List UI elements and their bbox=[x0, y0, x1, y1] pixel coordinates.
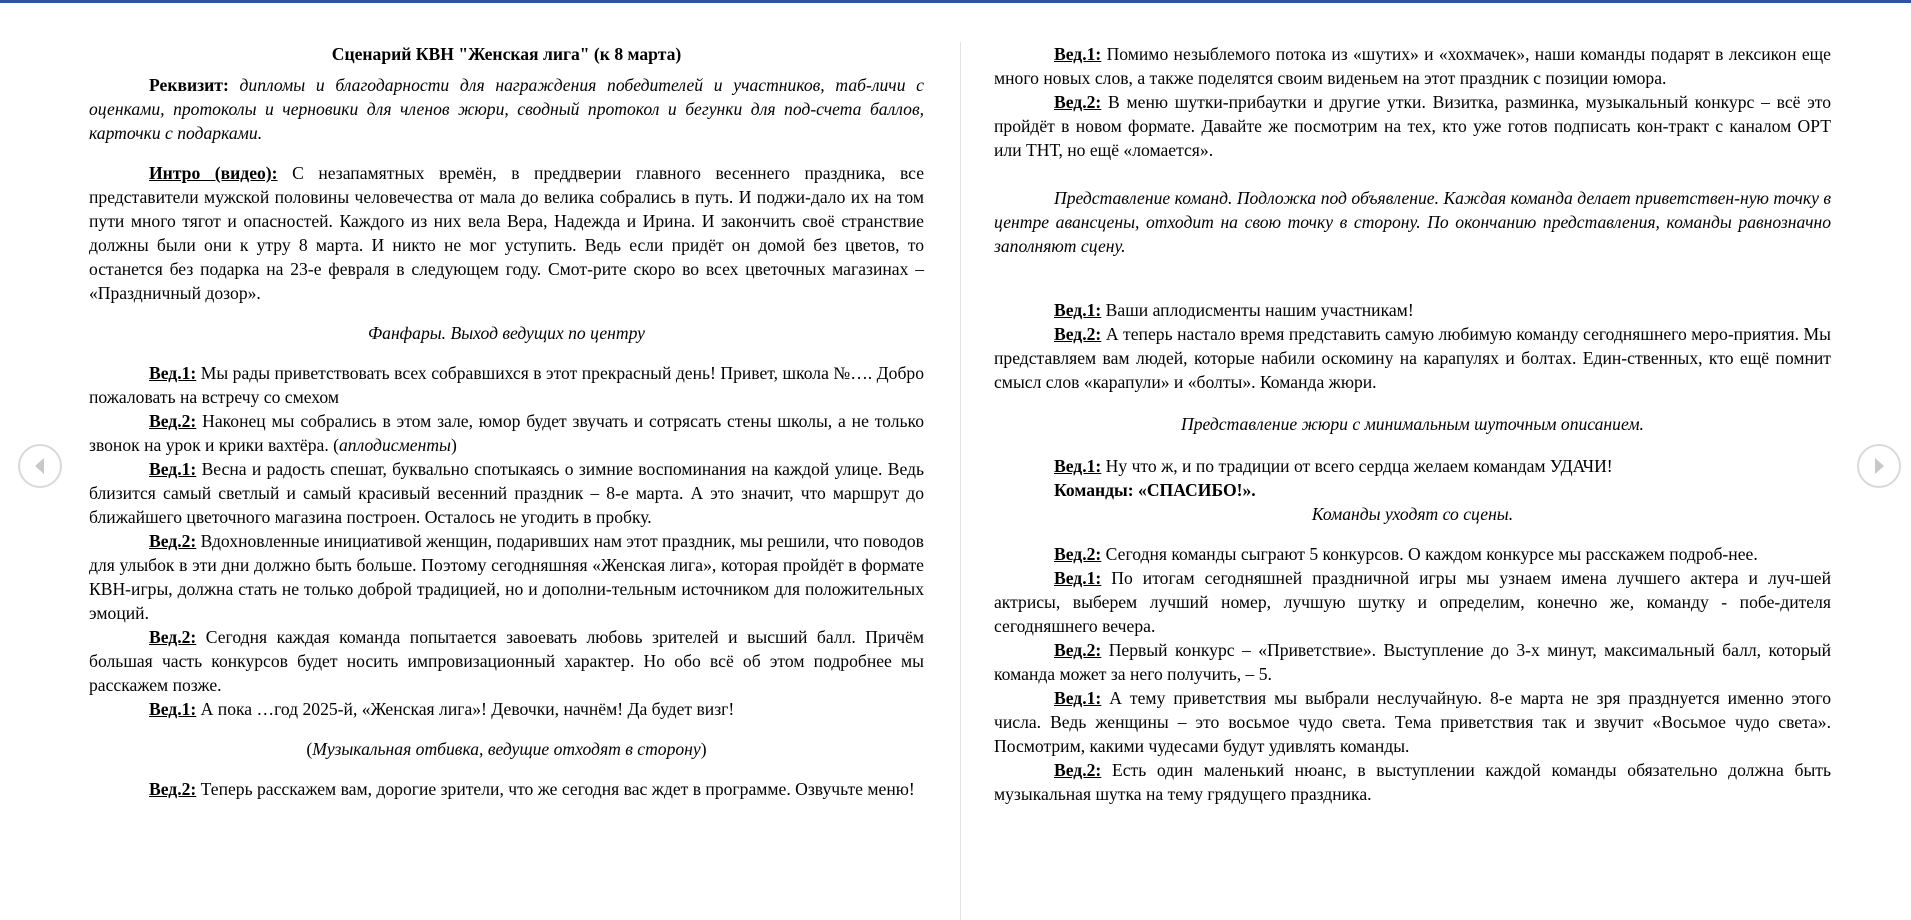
stage-direction-exit: Команды уходят со сцены. bbox=[1311, 504, 1514, 524]
dialogue-text: Вдохновленные инициативой женщин, подаривших нам этот праздник, мы решили, что поводов для улыбок в эти дни должно быть больше. Поэтому сегодняшняя «Женская лига», которая пройдёт в формате КВН-игры, должна стать не только доброй традицией, но и дополни-тельным источником для положительных эмоций. bbox=[89, 531, 924, 623]
dialogue-line bbox=[994, 566, 1831, 638]
speaker-label: Вед.1: bbox=[1054, 456, 1102, 476]
paren-close: ) bbox=[700, 739, 707, 759]
dialogue-text: Сегодня каждая команда попытается завоевать любовь зрителей и высший балл. Причём большая часть конкурсов будет носить импровизационный характер. Но обо всё об этом подробнее мы расскажем позже. bbox=[89, 627, 924, 695]
speaker-label: Вед.2: bbox=[1054, 640, 1102, 660]
dialogue-line bbox=[89, 457, 924, 529]
next-page-button[interactable] bbox=[1857, 444, 1901, 488]
previous-page-button[interactable] bbox=[18, 444, 62, 488]
dialogue-text: Помимо незыблемого потока из «шутих» и «хохмачек», наши команды подарят в лексикон еще много новых слов, а также поделятся своим виденьем на этот праздник с позиции юмора. bbox=[994, 44, 1831, 88]
dialogue-line bbox=[89, 697, 924, 721]
dialogue-line bbox=[89, 409, 924, 457]
dialogue-line bbox=[994, 638, 1831, 686]
speaker-label: Вед.1: bbox=[1054, 688, 1102, 708]
dialogue-line bbox=[994, 454, 1831, 478]
page-divider bbox=[960, 42, 961, 920]
speaker-label: Вед.1: bbox=[1054, 300, 1102, 320]
speaker-label: Вед.2: bbox=[149, 411, 197, 431]
dialogue-text: Ваши аплодисменты нашим участникам! bbox=[1101, 300, 1414, 320]
dialogue-line bbox=[994, 42, 1831, 90]
dialogue-text: Первый конкурс – «Приветствие». Выступление до 3-х минут, максимальный балл, который команда может за него получить, – 5. bbox=[994, 640, 1831, 684]
dialogue-text: В меню шутки-прибаутки и другие утки. Визитка, разминка, музыкальный конкурс – всё это пройдёт в новом формате. Давайте же посмотрим на тех, кто уже готов подписать кон-тракт с каналом ОРТ или ТНТ, но ещё «ломается». bbox=[994, 92, 1831, 160]
speaker-label: Вед.1: bbox=[149, 459, 197, 479]
document-page-left bbox=[89, 42, 924, 801]
paren-close: ) bbox=[450, 435, 457, 455]
speaker-label: Вед.1: bbox=[1054, 44, 1102, 64]
chevron-right-icon bbox=[1871, 456, 1887, 476]
dialogue-line bbox=[994, 686, 1831, 758]
dialogue-text: А тему приветствия мы выбрали неслучайную. 8-е марта не зря празднуется именно этого числа. Ведь женщины – это восьмое чудо света. Тема приветствия так и звучит «Восьмое чудо света». Посмотрим, какими чудесами будут удивлять команды. bbox=[994, 688, 1831, 756]
speaker-label: Вед.1: bbox=[149, 699, 197, 719]
stage-direction-fanfare: Фанфары. Выход ведущих по центру bbox=[368, 323, 645, 343]
dialogue-text: Теперь расскажем вам, дорогие зрители, что же сегодня вас ждет в программе. Озвучьте меню! bbox=[196, 779, 915, 799]
dialogue-text: Мы рады приветствовать всех собравшихся в этот прекрасный день! Привет, школа №…. Добро пожаловать на встречу со смехом bbox=[89, 363, 924, 407]
speaker-label: Вед.2: bbox=[1054, 92, 1102, 112]
dialogue-line bbox=[89, 777, 924, 801]
speaker-label: Вед.2: bbox=[1054, 544, 1102, 564]
chevron-left-icon bbox=[32, 456, 48, 476]
dialogue-text: Весна и радость спешат, буквально спотыкаясь о зимние воспоминания на каждой улице. Ведь близится самый светлый и самый красивый весенний праздник – 8-е марта. А это значит, что маршрут до ближайшего цветочного магазина построен. Осталось не угодить в пробку. bbox=[89, 459, 924, 527]
dialogue-text: Ну что ж, и по традиции от всего сердца желаем командам УДАЧИ! bbox=[1101, 456, 1613, 476]
document-title: Сценарий КВН "Женская лига" (к 8 марта) bbox=[331, 44, 682, 64]
speaker-label: Вед.1: bbox=[1054, 568, 1102, 588]
window-top-border bbox=[0, 0, 1911, 3]
music-direction-text: Музыкальная отбивка, ведущие отходят в сторону bbox=[312, 739, 701, 759]
speaker-label: Вед.1: bbox=[149, 363, 197, 383]
props-label: Реквизит: bbox=[149, 75, 229, 95]
dialogue-line bbox=[994, 758, 1831, 806]
dialogue-line bbox=[994, 322, 1831, 394]
dialogue-text: Сегодня команды сыграют 5 конкурсов. О каждом конкурсе мы расскажем подроб-нее. bbox=[1101, 544, 1758, 564]
dialogue-line bbox=[994, 298, 1831, 322]
speaker-label: Вед.2: bbox=[149, 531, 197, 551]
stage-direction-teams: Представление команд. Подложка под объявление. Каждая команда делает приветствен-ную точку в центре авансцены, отходит на свою точку в сторону. По окончанию представления, команды равнозначно заполняют сцену. bbox=[994, 188, 1831, 256]
dialogue-text: А теперь настало время представить самую любимую команду сегодняшнего меро-приятия. Мы представляем вам людей, которые набили оскомину на карапулях и болтах. Един-ственных, кто ещё помнит смысл слов «карапули» и «болты». Команда жюри. bbox=[994, 324, 1831, 392]
dialogue-line bbox=[89, 361, 924, 409]
dialogue-line bbox=[89, 529, 924, 625]
dialogue-text: Наконец мы собрались в этом зале, юмор будет звучать и сотрясать стены школы, а не только звонок на урок и крики вахтёра. ( bbox=[89, 411, 924, 455]
speaker-label: Вед.2: bbox=[149, 779, 197, 799]
dialogue-line bbox=[89, 625, 924, 697]
dialogue-text: А пока …год 2025-й, «Женская лига»! Девочки, начнём! Да будет визг! bbox=[196, 699, 735, 719]
applause-note: аплодисменты bbox=[339, 435, 451, 455]
intro-text: С незапамятных времён, в преддверии главного весеннего праздника, все представители мужской половины человечества от мала до велика собрались в путь. И поджи-дало их на том пути много тягот и опасностей. Каждого из них вела Вера, Надежда и Ирина. И закончить своё странствие должны были они к утру 8 марта. И никто не мог уступить. Ведь если придёт он домой без цветов, то останется без подарка на 23-е февраля в следующем году. Смот-рите скоро во всех цветочных магазинах – «Праздничный дозор». bbox=[89, 163, 925, 303]
speaker-label: Вед.2: bbox=[1054, 760, 1102, 780]
stage-direction-music bbox=[89, 737, 924, 761]
document-page-right bbox=[994, 42, 1831, 806]
speaker-label: Вед.2: bbox=[1054, 324, 1102, 344]
dialogue-text: Есть один маленький нюанс, в выступлении каждой команды обязательно должна быть музыкальная шутка на тему грядущего праздника. bbox=[994, 760, 1831, 804]
props-paragraph bbox=[89, 73, 924, 145]
dialogue-line bbox=[994, 90, 1831, 162]
intro-paragraph bbox=[89, 161, 924, 305]
teams-reply: Команды: «СПАСИБО!». bbox=[1054, 480, 1256, 500]
props-text: дипломы и благодарности для награждения победителей и участников, таб-личи с оценками, протоколы и черновики для членов жюри, сводный протокол и бегунки для под-счета баллов, карточки с подарками. bbox=[89, 75, 924, 143]
stage-direction-jury: Представление жюри с минимальным шуточным описанием. bbox=[1181, 414, 1644, 434]
dialogue-line bbox=[994, 542, 1831, 566]
paren-open: ( bbox=[306, 739, 313, 759]
speaker-label: Вед.2: bbox=[149, 627, 197, 647]
dialogue-text: По итогам сегодняшней праздничной игры мы узнаем имена лучшего актера и луч-шей актрисы, выберем лучший номер, лучшую шутку и определим, конечно же, команду - побе-дителя сегодняшнего вечера. bbox=[994, 568, 1831, 636]
intro-label: Интро (видео): bbox=[149, 163, 278, 183]
